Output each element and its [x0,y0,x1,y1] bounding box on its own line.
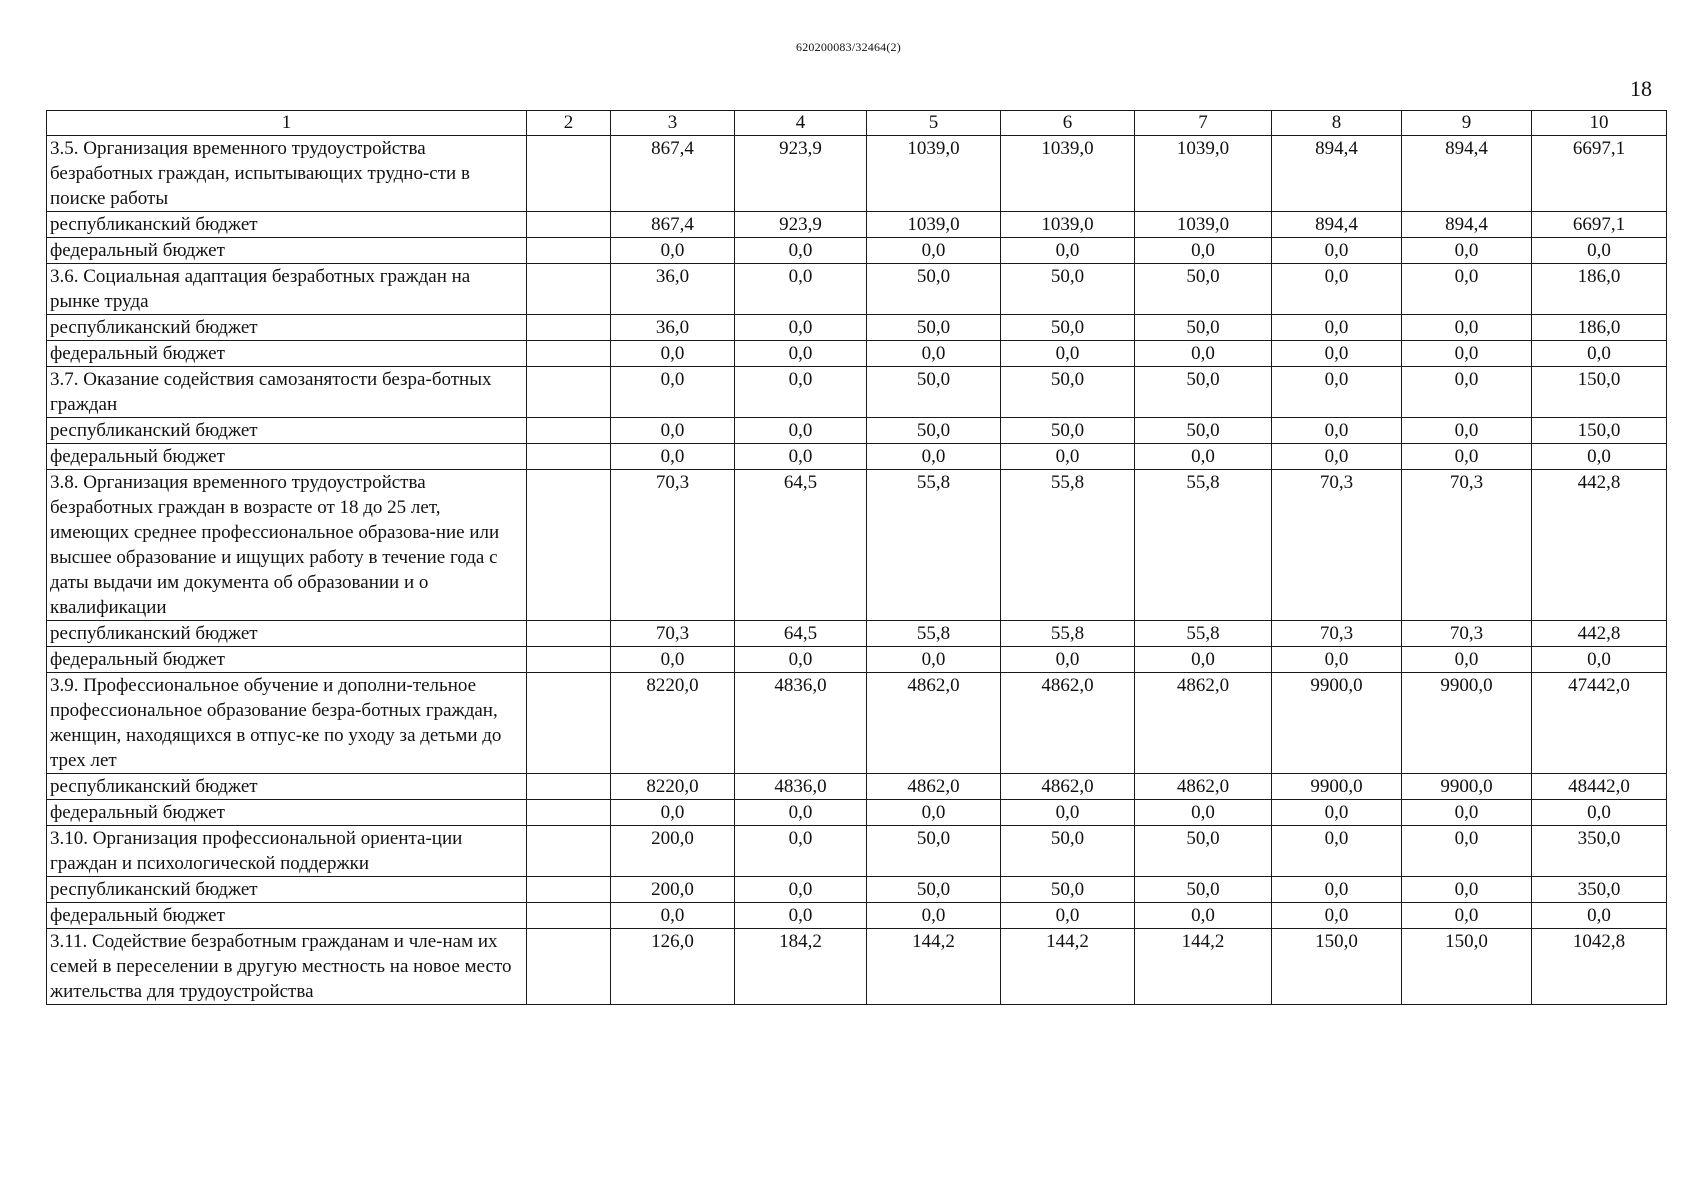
value-cell: 0,0 [1402,903,1532,929]
row-label: республиканский бюджет [47,418,527,444]
page-number: 18 [1630,76,1652,101]
column-2-cell [527,800,611,826]
value-cell: 150,0 [1532,367,1667,418]
table-row [47,367,1667,418]
table-row [47,264,1667,315]
value-cell: 9900,0 [1402,673,1532,774]
value-cell: 1039,0 [1135,136,1272,212]
value-cell: 126,0 [611,929,735,1005]
value-cell: 144,2 [1001,929,1135,1005]
value-cell: 50,0 [867,264,1001,315]
value-cell: 0,0 [735,238,867,264]
row-label: федеральный бюджет [47,647,527,673]
value-cell: 350,0 [1532,877,1667,903]
value-cell: 186,0 [1532,264,1667,315]
row-label: республиканский бюджет [47,315,527,341]
value-cell: 50,0 [1001,367,1135,418]
table-row [47,774,1667,800]
column-header: 9 [1402,111,1532,136]
value-cell: 0,0 [1272,315,1402,341]
value-cell: 6697,1 [1532,212,1667,238]
row-label: 3.10. Организация профессиональной ориента-ции граждан и психологической поддержки [47,826,527,877]
value-cell: 50,0 [867,367,1001,418]
column-header: 3 [611,111,735,136]
value-cell: 64,5 [735,470,867,621]
value-cell: 0,0 [1402,877,1532,903]
row-label: федеральный бюджет [47,238,527,264]
value-cell: 50,0 [867,315,1001,341]
value-cell: 0,0 [867,444,1001,470]
value-cell: 0,0 [1532,800,1667,826]
value-cell: 923,9 [735,136,867,212]
value-cell: 442,8 [1532,621,1667,647]
value-cell: 144,2 [1135,929,1272,1005]
value-cell: 0,0 [1272,367,1402,418]
column-2-cell [527,621,611,647]
value-cell: 55,8 [1001,621,1135,647]
value-cell: 55,8 [867,621,1001,647]
table-row [47,212,1667,238]
value-cell: 0,0 [611,418,735,444]
header-row [47,111,1667,136]
row-label: 3.11. Содействие безработным гражданам и чле-нам их семей в переселении в другую местность на новое место жительства для трудоустройства [47,929,527,1005]
value-cell: 894,4 [1402,212,1532,238]
value-cell: 50,0 [867,418,1001,444]
table-row [47,341,1667,367]
value-cell: 894,4 [1402,136,1532,212]
value-cell: 0,0 [1001,903,1135,929]
value-cell: 0,0 [1135,800,1272,826]
value-cell: 923,9 [735,212,867,238]
column-2-cell [527,238,611,264]
value-cell: 0,0 [867,238,1001,264]
value-cell: 150,0 [1402,929,1532,1005]
value-cell: 0,0 [1272,238,1402,264]
table-row [47,238,1667,264]
value-cell: 50,0 [867,877,1001,903]
row-label: федеральный бюджет [47,903,527,929]
value-cell: 150,0 [1532,418,1667,444]
value-cell: 50,0 [1135,826,1272,877]
value-cell: 1039,0 [1001,212,1135,238]
value-cell: 50,0 [1001,315,1135,341]
row-label: федеральный бюджет [47,341,527,367]
value-cell: 0,0 [735,367,867,418]
value-cell: 0,0 [735,800,867,826]
value-cell: 70,3 [1402,470,1532,621]
value-cell: 0,0 [1402,800,1532,826]
value-cell: 0,0 [1402,238,1532,264]
value-cell: 50,0 [1135,877,1272,903]
row-label: 3.6. Социальная адаптация безработных граждан на рынке труда [47,264,527,315]
value-cell: 0,0 [867,647,1001,673]
value-cell: 0,0 [1001,800,1135,826]
value-cell: 0,0 [1001,238,1135,264]
value-cell: 50,0 [1001,418,1135,444]
value-cell: 0,0 [735,418,867,444]
value-cell: 200,0 [611,877,735,903]
value-cell: 55,8 [867,470,1001,621]
column-2-cell [527,418,611,444]
value-cell: 70,3 [611,470,735,621]
table-row [47,136,1667,212]
value-cell: 0,0 [611,903,735,929]
table-row [47,877,1667,903]
row-label: 3.9. Профессиональное обучение и дополни-тельное профессиональное образование безра-ботных граждан, женщин, находящихся в отпус-ке по уходу за детьми до трех лет [47,673,527,774]
value-cell: 0,0 [1272,903,1402,929]
column-2-cell [527,673,611,774]
value-cell: 0,0 [735,647,867,673]
value-cell: 200,0 [611,826,735,877]
value-cell: 0,0 [1402,315,1532,341]
row-label: 3.7. Оказание содействия самозанятости безра-ботных граждан [47,367,527,418]
value-cell: 0,0 [1135,444,1272,470]
value-cell: 9900,0 [1402,774,1532,800]
table-body [47,111,1667,1005]
value-cell: 0,0 [1272,877,1402,903]
value-cell: 55,8 [1135,621,1272,647]
value-cell: 50,0 [1135,418,1272,444]
value-cell: 4862,0 [1135,673,1272,774]
value-cell: 1042,8 [1532,929,1667,1005]
column-2-cell [527,367,611,418]
column-2-cell [527,315,611,341]
column-2-cell [527,212,611,238]
value-cell: 50,0 [1001,877,1135,903]
column-2-cell [527,877,611,903]
value-cell: 4862,0 [1001,673,1135,774]
value-cell: 4862,0 [867,673,1001,774]
value-cell: 0,0 [1272,418,1402,444]
table-row [47,621,1667,647]
value-cell: 70,3 [611,621,735,647]
row-label: федеральный бюджет [47,800,527,826]
value-cell: 8220,0 [611,673,735,774]
value-cell: 1039,0 [1001,136,1135,212]
value-cell: 0,0 [1272,826,1402,877]
row-label: 3.8. Организация временного трудоустройства безработных граждан в возрасте от 18 до 25 лет, имеющих среднее профессиональное образова-ние или высшее образование и ищущих работу в течение года с даты выдачи им документа об образовании и о квалификации [47,470,527,621]
column-header: 6 [1001,111,1135,136]
value-cell: 0,0 [1402,367,1532,418]
value-cell: 50,0 [867,826,1001,877]
value-cell: 4836,0 [735,673,867,774]
row-label: республиканский бюджет [47,877,527,903]
value-cell: 0,0 [735,341,867,367]
value-cell: 0,0 [1001,647,1135,673]
value-cell: 0,0 [1402,647,1532,673]
table-row [47,673,1667,774]
value-cell: 0,0 [1272,647,1402,673]
column-2-cell [527,903,611,929]
value-cell: 50,0 [1001,264,1135,315]
value-cell: 894,4 [1272,136,1402,212]
value-cell: 0,0 [611,444,735,470]
value-cell: 0,0 [735,264,867,315]
value-cell: 0,0 [611,647,735,673]
column-2-cell [527,264,611,315]
table-row [47,470,1667,621]
table-row [47,800,1667,826]
value-cell: 0,0 [1272,264,1402,315]
column-2-cell [527,470,611,621]
value-cell: 1039,0 [867,212,1001,238]
value-cell: 36,0 [611,315,735,341]
value-cell: 0,0 [735,877,867,903]
table-row [47,315,1667,341]
value-cell: 144,2 [867,929,1001,1005]
value-cell: 0,0 [1532,341,1667,367]
value-cell: 0,0 [867,341,1001,367]
value-cell: 36,0 [611,264,735,315]
row-label: республиканский бюджет [47,774,527,800]
column-2-cell [527,774,611,800]
row-label: федеральный бюджет [47,444,527,470]
table-row [47,647,1667,673]
table-row [47,903,1667,929]
value-cell: 48442,0 [1532,774,1667,800]
table-row [47,418,1667,444]
value-cell: 0,0 [1532,903,1667,929]
value-cell: 70,3 [1402,621,1532,647]
column-2-cell [527,826,611,877]
value-cell: 4862,0 [1001,774,1135,800]
value-cell: 350,0 [1532,826,1667,877]
value-cell: 0,0 [611,800,735,826]
column-2-cell [527,929,611,1005]
value-cell: 0,0 [1402,826,1532,877]
table-row [47,929,1667,1005]
value-cell: 0,0 [1001,444,1135,470]
value-cell: 0,0 [611,367,735,418]
column-2-cell [527,444,611,470]
row-label: республиканский бюджет [47,212,527,238]
budget-table [46,110,1667,1005]
table-row [47,444,1667,470]
value-cell: 4862,0 [867,774,1001,800]
value-cell: 1039,0 [867,136,1001,212]
value-cell: 0,0 [735,903,867,929]
value-cell: 0,0 [1272,341,1402,367]
value-cell: 0,0 [1272,800,1402,826]
column-header: 7 [1135,111,1272,136]
value-cell: 0,0 [1532,444,1667,470]
value-cell: 6697,1 [1532,136,1667,212]
value-cell: 0,0 [1402,264,1532,315]
value-cell: 186,0 [1532,315,1667,341]
value-cell: 9900,0 [1272,774,1402,800]
value-cell: 0,0 [867,903,1001,929]
value-cell: 50,0 [1135,315,1272,341]
value-cell: 0,0 [1135,341,1272,367]
value-cell: 47442,0 [1532,673,1667,774]
column-header: 1 [47,111,527,136]
value-cell: 50,0 [1135,264,1272,315]
value-cell: 0,0 [1135,647,1272,673]
value-cell: 1039,0 [1135,212,1272,238]
column-header: 2 [527,111,611,136]
value-cell: 184,2 [735,929,867,1005]
value-cell: 9900,0 [1272,673,1402,774]
value-cell: 867,4 [611,212,735,238]
column-2-cell [527,136,611,212]
document-id: 620200083/32464(2) [796,40,901,54]
column-2-cell [527,341,611,367]
value-cell: 0,0 [1532,238,1667,264]
value-cell: 55,8 [1135,470,1272,621]
column-header: 4 [735,111,867,136]
value-cell: 50,0 [1135,367,1272,418]
column-2-cell [527,647,611,673]
value-cell: 0,0 [1135,238,1272,264]
value-cell: 0,0 [735,444,867,470]
value-cell: 0,0 [1402,418,1532,444]
value-cell: 0,0 [611,341,735,367]
value-cell: 0,0 [1402,444,1532,470]
value-cell: 0,0 [1402,341,1532,367]
value-cell: 442,8 [1532,470,1667,621]
value-cell: 0,0 [1135,903,1272,929]
value-cell: 0,0 [735,826,867,877]
table-row [47,826,1667,877]
value-cell: 55,8 [1001,470,1135,621]
column-header: 5 [867,111,1001,136]
value-cell: 0,0 [867,800,1001,826]
value-cell: 50,0 [1001,826,1135,877]
column-header: 8 [1272,111,1402,136]
value-cell: 0,0 [1532,647,1667,673]
value-cell: 894,4 [1272,212,1402,238]
value-cell: 0,0 [1272,444,1402,470]
value-cell: 0,0 [735,315,867,341]
value-cell: 4836,0 [735,774,867,800]
value-cell: 0,0 [1001,341,1135,367]
value-cell: 867,4 [611,136,735,212]
value-cell: 150,0 [1272,929,1402,1005]
value-cell: 0,0 [611,238,735,264]
value-cell: 64,5 [735,621,867,647]
value-cell: 8220,0 [611,774,735,800]
column-header: 10 [1532,111,1667,136]
row-label: 3.5. Организация временного трудоустройства безработных граждан, испытывающих трудно-сти в поиске работы [47,136,527,212]
value-cell: 70,3 [1272,470,1402,621]
value-cell: 4862,0 [1135,774,1272,800]
row-label: республиканский бюджет [47,621,527,647]
value-cell: 70,3 [1272,621,1402,647]
